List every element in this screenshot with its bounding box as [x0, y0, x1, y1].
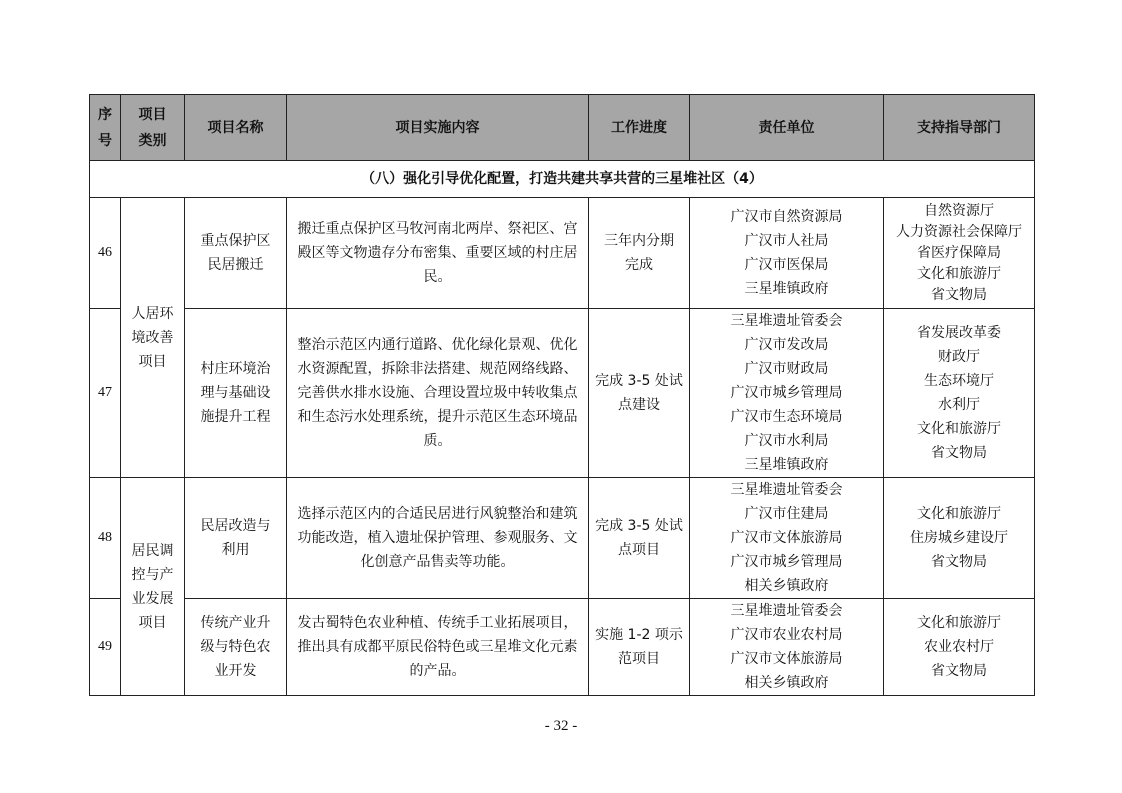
- project-content: 发古蜀特色农业种植、传统手工业拓展项目，推出具有成都平原民俗特色或三星堆文化元素的产品。: [287, 599, 589, 696]
- support-departments: 自然资源厅 人力资源社会保障厅 省医疗保障局 文化和旅游厅 省文物局: [884, 198, 1035, 309]
- project-content: 选择示范区内的合适民居进行风貌整治和建筑功能改造，植入遗址保护管理、参观服务、文化创意产品售卖等功能。: [287, 478, 589, 599]
- work-progress: 完成 3-5 处试 点建设: [589, 309, 690, 478]
- support-departments: 文化和旅游厅 农业农村厅 省文物局: [884, 599, 1035, 696]
- work-progress: 三年内分期 完成: [589, 198, 690, 309]
- project-name: 民居改造与 利用: [185, 478, 287, 599]
- work-progress: 实施 1-2 项示 范项目: [589, 599, 690, 696]
- support-departments: 省发展改革委 财政厅 生态环境厅 水利厅 文化和旅游厅 省文物局: [884, 309, 1035, 478]
- header-content: 项目实施内容: [287, 95, 589, 161]
- header-category: 项目 类别: [121, 95, 185, 161]
- row-number: 49: [90, 599, 121, 696]
- table-row: [90, 198, 1035, 309]
- table-row: [90, 478, 1035, 599]
- row-number: 48: [90, 478, 121, 599]
- header-support: 支持指导部门: [884, 95, 1035, 161]
- category-cell: 人居环 境改善 项目: [121, 198, 185, 478]
- row-number: 47: [90, 309, 121, 478]
- project-name: 村庄环境治 理与基础设 施提升工程: [185, 309, 287, 478]
- header-responsible: 责任单位: [690, 95, 884, 161]
- responsible-units: 广汉市自然资源局 广汉市人社局 广汉市医保局 三星堆镇政府: [690, 198, 884, 309]
- table-header-row: [90, 95, 1035, 161]
- project-name: 重点保护区 民居搬迁: [185, 198, 287, 309]
- header-seq: 序 号: [90, 95, 121, 161]
- responsible-units: 三星堆遗址管委会 广汉市住建局 广汉市文体旅游局 广汉市城乡管理局 相关乡镇政府: [690, 478, 884, 599]
- table-row: [90, 599, 1035, 696]
- project-table: [89, 94, 1035, 696]
- category-cell: 居民调 控与产 业发展 项目: [121, 478, 185, 696]
- responsible-units: 三星堆遗址管委会 广汉市发改局 广汉市财政局 广汉市城乡管理局 广汉市生态环境局 广汉市水利局 三星堆镇政府: [690, 309, 884, 478]
- responsible-units: 三星堆遗址管委会 广汉市农业农村局 广汉市文体旅游局 相关乡镇政府: [690, 599, 884, 696]
- header-progress: 工作进度: [589, 95, 690, 161]
- support-departments: 文化和旅游厅 住房城乡建设厅 省文物局: [884, 478, 1035, 599]
- row-number: 46: [90, 198, 121, 309]
- project-content: 搬迁重点保护区马牧河南北两岸、祭祀区、宫殿区等文物遗存分布密集、重要区域的村庄居民。: [287, 198, 589, 309]
- section-row: [90, 161, 1035, 198]
- project-name: 传统产业升 级与特色农 业开发: [185, 599, 287, 696]
- work-progress: 完成 3-5 处试 点项目: [589, 478, 690, 599]
- header-name: 项目名称: [185, 95, 287, 161]
- table-row: [90, 309, 1035, 478]
- section-title: （八）强化引导优化配置，打造共建共享共营的三星堆社区（4）: [90, 161, 1035, 198]
- project-content: 整治示范区内通行道路、优化绿化景观、优化水资源配置，拆除非法搭建、规范网络线路、完善供水排水设施、合理设置垃圾中转收集点和生态污水处理系统，提升示范区生态环境品质。: [287, 309, 589, 478]
- page-number: - 32 -: [544, 718, 578, 734]
